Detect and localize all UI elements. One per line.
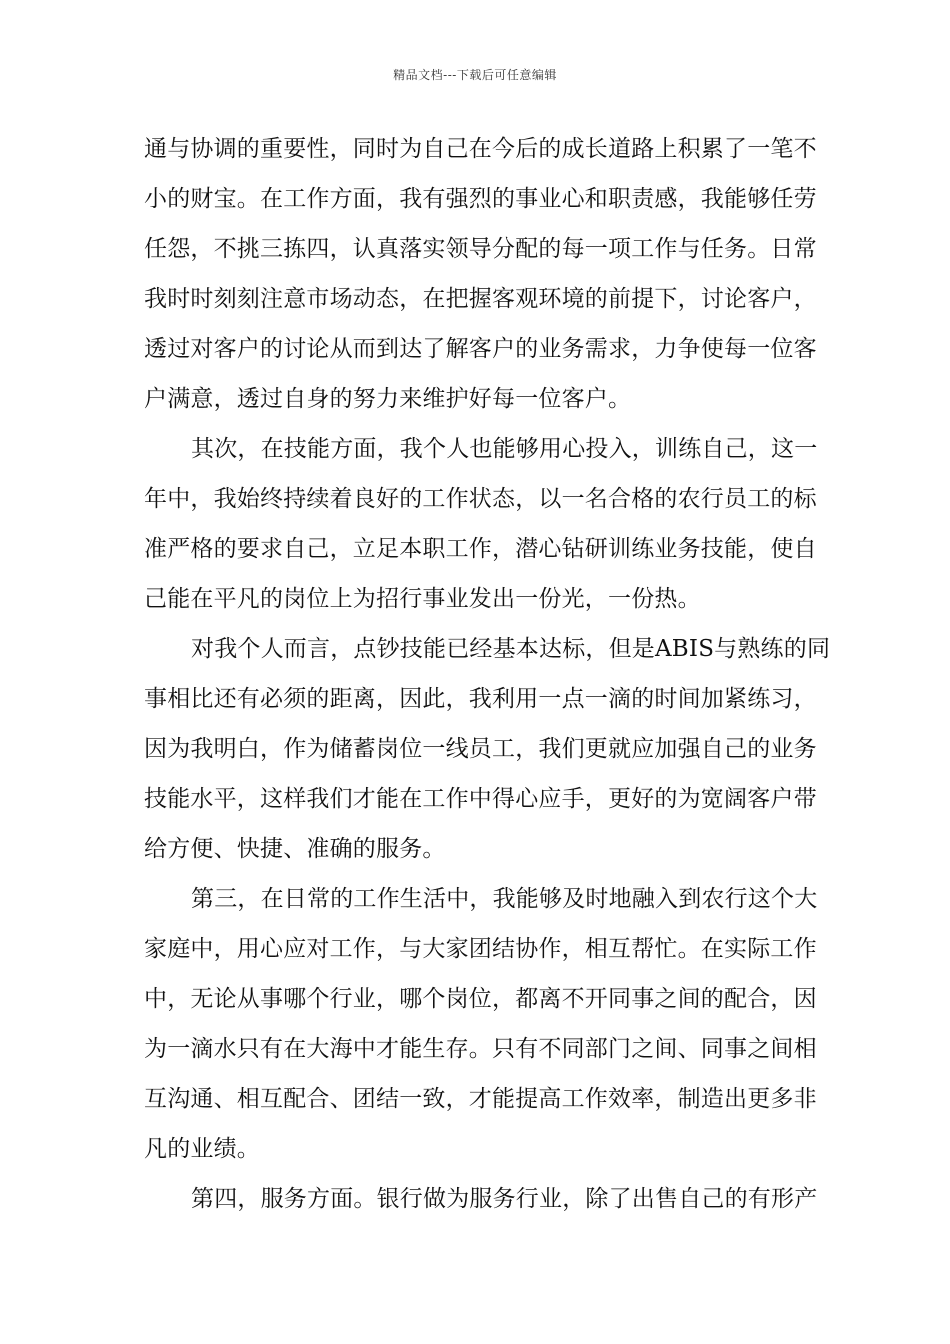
- text-line: 户满意，透过自身的努力来维护好每一位客户。: [144, 386, 632, 412]
- paragraph-first-line: 对我个人而言，点钞技能已经基本达标，但是ABIS与熟练的同: [191, 636, 831, 662]
- text-line: 凡的业绩。: [144, 1136, 260, 1162]
- text-line: 中，无论从事哪个行业，哪个岗位，都离不开同事之间的配合，因: [144, 986, 817, 1012]
- text-line: 为一滴水只有在大海中才能生存。只有不同部门之间、同事之间相: [144, 1036, 817, 1062]
- text-line: 透过对客户的讨论从而到达了解客户的业务需求，力争使每一位客: [144, 336, 817, 362]
- text-line: 准严格的要求自己，立足本职工作，潜心钻研训练业务技能，使自: [144, 536, 817, 562]
- text-line: 事相比还有必须的距离，因此，我利用一点一滴的时间加紧练习，: [144, 686, 817, 712]
- text-line: 家庭中，用心应对工作，与大家团结协作，相互帮忙。在实际工作: [144, 936, 817, 962]
- paragraph-first-line: 第三，在日常的工作生活中，我能够及时地融入到农行这个大: [191, 886, 818, 912]
- document-body: [144, 124, 831, 1224]
- text-line: 己能在平凡的岗位上为招行事业发出一份光，一份热。: [144, 586, 701, 612]
- text-line: 互沟通、相互配合、团结一致，才能提高工作效率，制造出更多非: [144, 1086, 817, 1112]
- page-header: 精品文档---下载后可任意编辑: [393, 68, 557, 82]
- text-line: 因为我明白，作为储蓄岗位一线员工，我们更就应加强自己的业务: [144, 736, 817, 762]
- text-line: 给方便、快捷、准确的服务。: [144, 836, 446, 862]
- paragraph-first-line: 第四，服务方面。银行做为服务行业，除了出售自己的有形产: [191, 1186, 818, 1212]
- text-line: 小的财宝。在工作方面，我有强烈的事业心和职责感，我能够任劳: [144, 186, 817, 212]
- text-line: 技能水平，这样我们才能在工作中得心应手，更好的为宽阔客户带: [144, 786, 817, 812]
- text-line: 年中，我始终持续着良好的工作状态，以一名合格的农行员工的标: [144, 486, 817, 512]
- text-line: 任怨，不挑三拣四，认真落实领导分配的每一项工作与任务。日常: [144, 236, 817, 262]
- text-line: 我时时刻刻注意市场动态，在把握客观环境的前提下，讨论客户，: [144, 286, 817, 312]
- paragraph-first-line: 其次，在技能方面，我个人也能够用心投入，训练自己，这一: [191, 436, 818, 462]
- text-line: 通与协调的重要性，同时为自己在今后的成长道路上积累了一笔不: [144, 136, 817, 162]
